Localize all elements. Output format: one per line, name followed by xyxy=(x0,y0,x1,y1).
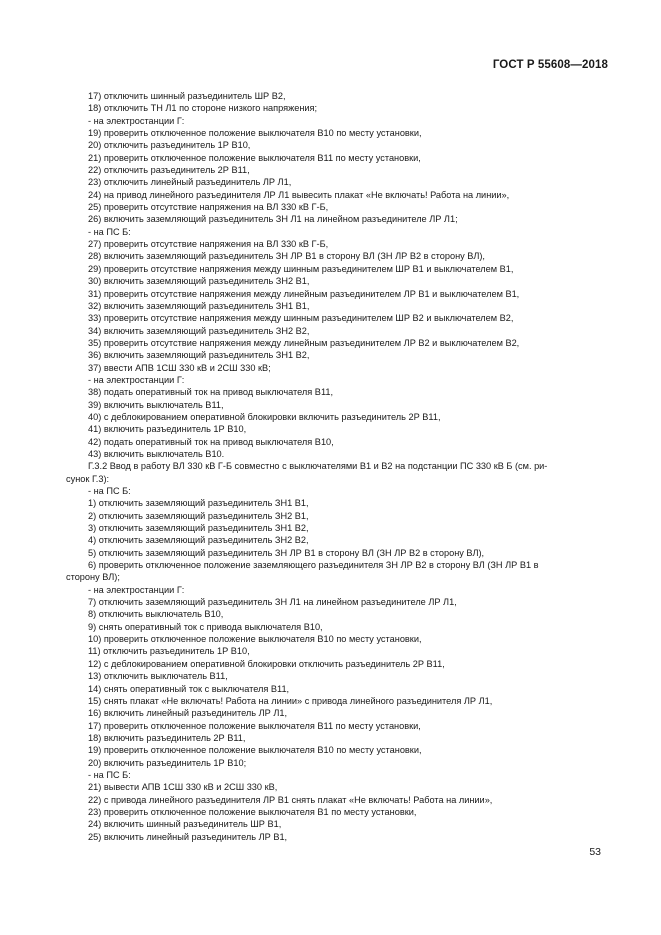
text-line: 14) снять оперативный ток с выключателя В11, xyxy=(88,683,290,694)
text-line: 13) отключить выключатель В11, xyxy=(88,671,228,682)
text-line: - на ПС Б: xyxy=(88,769,131,780)
text-line: 29) проверить отсутствие напряжения между шинным разъединителем ШР В1 и выключателем В1, xyxy=(88,263,514,274)
text-line: 24) на привод линейного разъединителя ЛР Л1 вывесить плакат «Не включать! Работа на линии», xyxy=(88,189,510,200)
text-line: 11) отключить разъединитель 1Р В10, xyxy=(88,646,250,657)
text-line: 39) включить выключатель В11, xyxy=(88,399,224,410)
document-body xyxy=(66,90,604,843)
text-line: 6) проверить отключенное положение заземляющего разъединителя ЗН ЛР В2 в сторону ВЛ (ЗН ЛР В1 в xyxy=(88,560,539,571)
text-line: 21) вывести АПВ 1СШ 330 кВ и 2СШ 330 кВ, xyxy=(88,782,278,793)
text-line: сторону ВЛ); xyxy=(66,572,120,583)
text-line: 32) включить заземляющий разъединитель ЗН1 В1, xyxy=(88,300,310,311)
text-line: 30) включить заземляющий разъединитель ЗН2 В1, xyxy=(88,276,310,287)
text-line: 21) проверить отключенное положение выключателя В11 по месту установки, xyxy=(88,152,421,163)
text-line: 16) включить линейный разъединитель ЛР Л1, xyxy=(88,708,288,719)
text-line: 23) отключить линейный разъединитель ЛР Л1, xyxy=(88,177,292,188)
text-line: 7) отключить заземляющий разъединитель ЗН Л1 на линейном разъединителе ЛР Л1, xyxy=(88,597,457,608)
page-number: 53 xyxy=(589,846,601,858)
text-line: 18) отключить ТН Л1 по стороне низкого напряжения; xyxy=(88,103,318,114)
text-line: 36) включить заземляющий разъединитель ЗН1 В2, xyxy=(88,350,310,361)
text-line: 41) включить разъединитель 1Р В10, xyxy=(88,424,247,435)
text-line: 18) включить разъединитель 2Р В11, xyxy=(88,732,246,743)
text-line: - на ПС Б: xyxy=(88,226,131,237)
text-line: 35) проверить отсутствие напряжения между линейным разъединителем ЛР В2 и выключателем В2, xyxy=(88,337,520,348)
text-line: 3) отключить заземляющий разъединитель ЗН1 В2, xyxy=(88,523,309,534)
text-line: - на ПС Б: xyxy=(88,486,131,496)
text-line: 17) отключить шинный разъединитель ШР В2, xyxy=(88,91,286,101)
text-line: 43) включить выключатель В10. xyxy=(88,448,225,459)
text-line: 15) снять плакат «Не включать! Работа на линии» с привода линейного разъединителя ЛР Л1, xyxy=(88,695,493,706)
text-line: 24) включить шинный разъединитель ШР В1, xyxy=(88,819,282,830)
text-line: - на электростанции Г: xyxy=(88,115,185,126)
text-line: 33) проверить отсутствие напряжения между шинным разъединителем ШР В2 и выключателем В2, xyxy=(88,313,514,324)
text-line: - на электростанции Г: xyxy=(88,584,185,595)
text-line: 9) снять оперативный ток с привода выключателя В10, xyxy=(88,621,323,632)
section-heading-g32: Г.3.2 Ввод в работу ВЛ 330 кВ Г-Б совместно с выключателями В1 и В2 на подстанции ПС 330 кВ Б (см. ри- xyxy=(88,461,548,472)
text-line: 42) подать оперативный ток на привод выключателя В10, xyxy=(88,436,334,447)
text-line: - на электростанции Г: xyxy=(88,374,185,385)
text-line: 17) проверить отключенное положение выключателя В11 по месту установки, xyxy=(88,720,421,731)
text-line: 20) включить разъединитель 1Р В10; xyxy=(88,757,247,768)
text-line: 28) включить заземляющий разъединитель ЗН ЛР В1 в сторону ВЛ (ЗН ЛР В2 в сторону ВЛ), xyxy=(88,251,485,262)
document-header: ГОСТ Р 55608—2018 xyxy=(492,59,608,71)
text-line: 38) подать оперативный ток на привод выключателя В11, xyxy=(88,387,334,398)
text-line: 1) отключить заземляющий разъединитель ЗН1 В1, xyxy=(88,498,309,509)
text-line: 27) проверить отсутствие напряжения на ВЛ 330 кВ Г-Б, xyxy=(88,239,329,250)
text-line: сунок Г.3): xyxy=(66,473,110,484)
text-line: 22) отключить разъединитель 2Р В11, xyxy=(88,165,250,176)
text-line: 25) проверить отсутствие напряжения на ВЛ 330 кВ Г-Б, xyxy=(88,202,329,213)
text-line: 31) проверить отсутствие напряжения между линейным разъединителем ЛР В1 и выключателем В1, xyxy=(88,288,520,299)
text-line: 34) включить заземляющий разъединитель ЗН2 В2, xyxy=(88,325,310,336)
text-line: 25) включить линейный разъединитель ЛР В1, xyxy=(88,831,288,842)
text-line: 10) проверить отключенное положение выключателя В10 по месту установки, xyxy=(88,634,422,645)
text-line: 8) отключить выключатель В10, xyxy=(88,609,224,620)
text-line: 22) с привода линейного разъединителя ЛР В1 снять плакат «Не включать! Работа на линии», xyxy=(88,794,493,805)
text-line: 37) ввести АПВ 1СШ 330 кВ и 2СШ 330 кВ; xyxy=(88,362,271,373)
text-line: 40) с деблокированием оперативной блокировки включить разъединитель 2Р В11, xyxy=(88,411,441,422)
text-line: 20) отключить разъединитель 1Р В10, xyxy=(88,140,251,151)
text-line: 26) включить заземляющий разъединитель ЗН Л1 на линейном разъединителе ЛР Л1; xyxy=(88,214,458,225)
text-line: 12) с деблокированием оперативной блокировки отключить разъединитель 2Р В11, xyxy=(88,658,445,669)
text-line: 5) отключить заземляющий разъединитель ЗН ЛР В1 в сторону ВЛ (ЗН ЛР В2 в сторону ВЛ), xyxy=(88,547,485,558)
text-line: 23) проверить отключенное положение выключателя В1 по месту установки, xyxy=(88,806,417,817)
text-line: 19) проверить отключенное положение выключателя В10 по месту установки, xyxy=(88,128,422,139)
text-line: 19) проверить отключенное положение выключателя В10 по месту установки, xyxy=(88,745,422,756)
text-line: 2) отключить заземляющий разъединитель ЗН2 В1, xyxy=(88,510,309,521)
text-line: 4) отключить заземляющий разъединитель ЗН2 В2, xyxy=(88,535,309,546)
